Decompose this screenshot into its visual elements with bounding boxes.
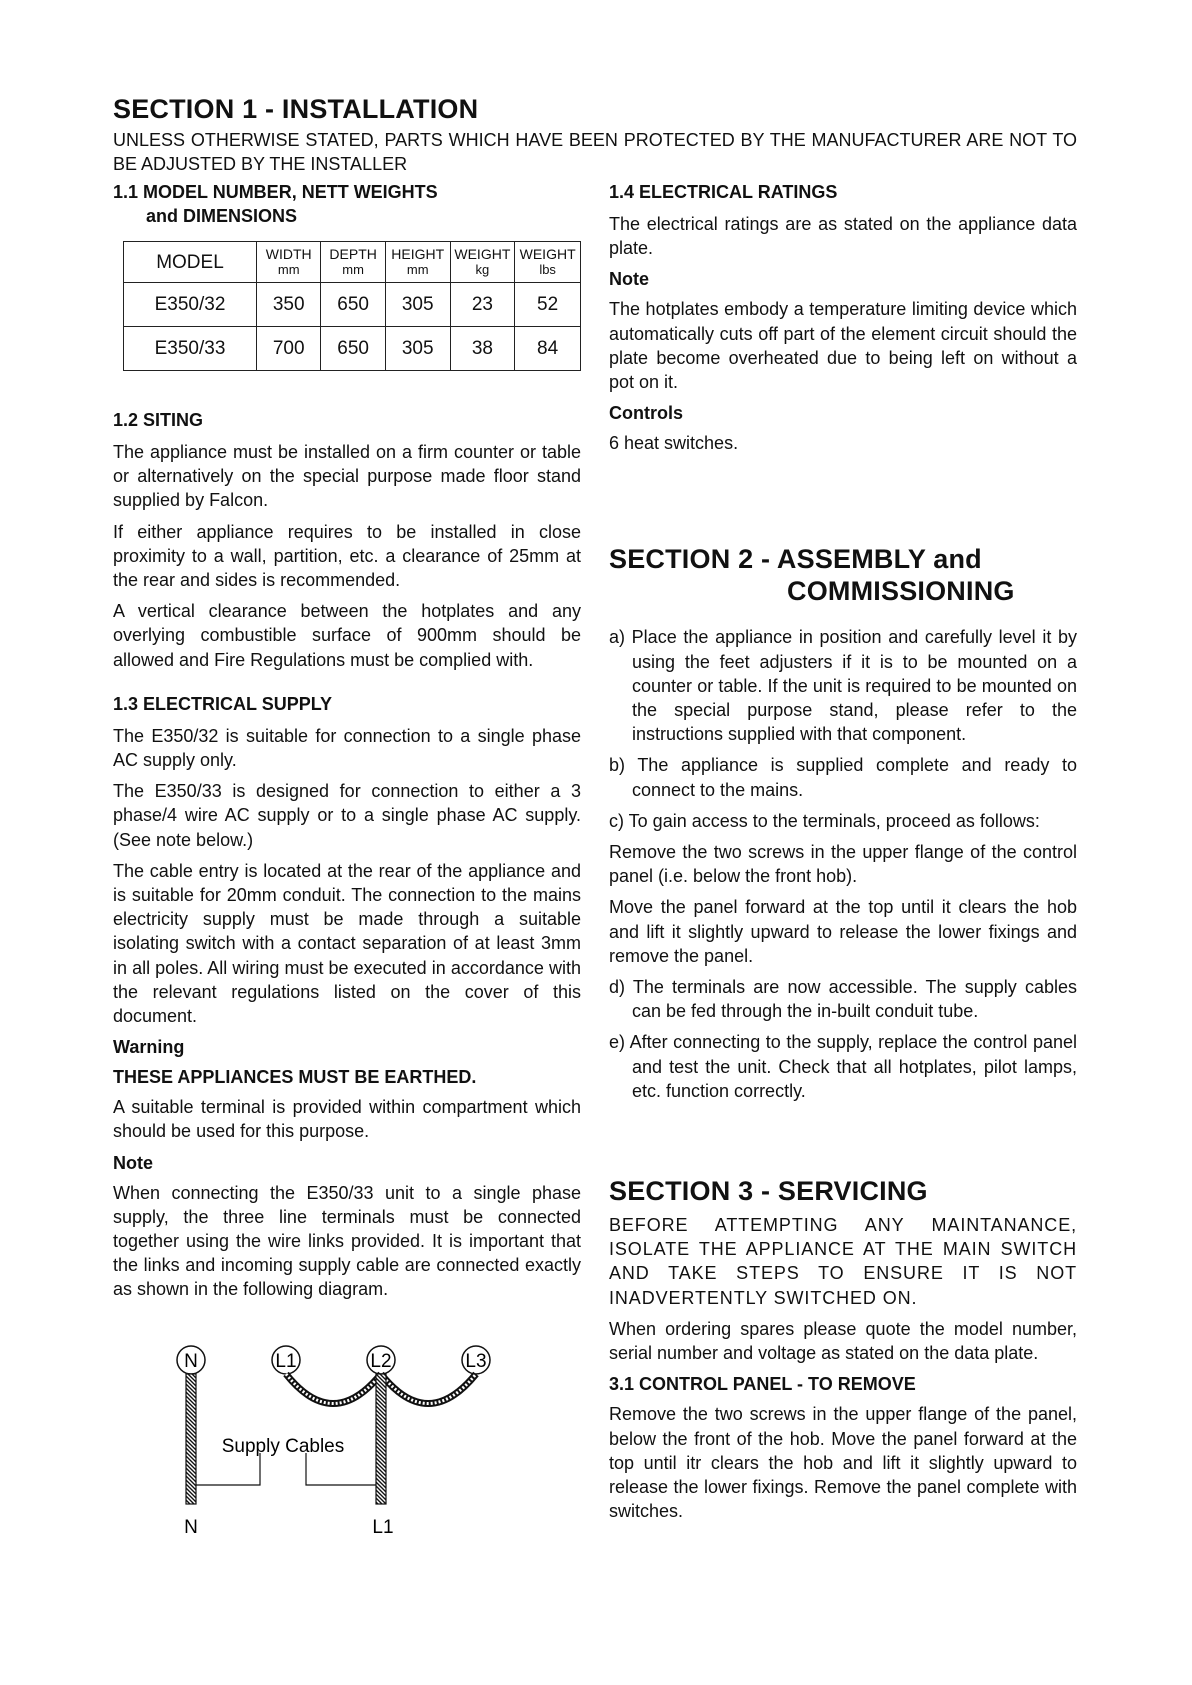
list-item: c) To gain access to the terminals, proceed as follows: [609, 810, 1040, 831]
s1-1-heading-line2: and DIMENSIONS [146, 206, 298, 226]
section3-block [609, 1175, 1077, 1523]
header-width: WIDTH mm [256, 242, 320, 283]
s1-3-paragraph: The E350/33 is designed for connection to either a 3 phase/4 wire AC supply or to a single phase AC supply. (See note below.) [113, 781, 581, 850]
right-column [609, 180, 1077, 1530]
cell-model: E350/33 [124, 327, 257, 371]
cell-depth: 650 [321, 327, 385, 371]
list-item: e) After connecting to the supply, replace the control panel and test the unit. Check that all hotplates, pilot lamps, etc. function correctly. [609, 1032, 1077, 1101]
svg-text:L1: L1 [275, 1351, 297, 1372]
list-item: d) The terminals are now accessible. The supply cables can be fed through the in-built conduit tube. [609, 977, 1077, 1022]
caption-bracket-left [196, 1453, 260, 1485]
section2-title [609, 543, 1077, 607]
bottom-label-l1: L1 [372, 1517, 394, 1538]
s1-1-block [113, 180, 581, 371]
list-item: a) Place the appliance in position and carefully level it by using the feet adjusters if it is to be mounted on a counter or table. If the unit is required to be mounted on the special purpose stand, please refer to the instructions supplied with that component. [609, 627, 1077, 745]
controls-text: 6 heat switches. [609, 433, 739, 454]
cell-depth: 650 [321, 283, 385, 327]
cell-height: 305 [385, 327, 450, 371]
bottom-label-n: N [184, 1517, 198, 1538]
terminal-l1 [272, 1346, 300, 1374]
list-item: b) The appliance is supplied complete and ready to connect to the mains. [609, 755, 1077, 800]
supply-cable-n [186, 1374, 196, 1504]
svg-text:N: N [184, 1351, 198, 1372]
svg-text:L2: L2 [370, 1351, 392, 1372]
cell-weight-lbs: 84 [515, 327, 581, 371]
warning-heading: Warning [113, 1037, 185, 1058]
cell-height: 305 [385, 283, 450, 327]
s3-1-text: Remove the two screws in the upper flange of the panel, below the front of the hob. Move the panel forward at the top until itr clears the hob and lift it slightly upward to release the lower fixings. Remove the panel complete with switches. [609, 1404, 1077, 1522]
header-weight-lbs: WEIGHT lbs [515, 242, 581, 283]
s3-1-heading: 3.1 CONTROL PANEL - TO REMOVE [609, 1374, 916, 1395]
section1-title: SECTION 1 - INSTALLATION [113, 94, 479, 124]
section2-block [609, 543, 1077, 1103]
warning-text: THESE APPLIANCES MUST BE EARTHED. [113, 1067, 477, 1088]
terminal-l2 [367, 1346, 395, 1374]
cell-weight-lbs: 52 [515, 283, 581, 327]
s1-2-heading: 1.2 SITING [113, 410, 204, 430]
section1-intro: UNLESS OTHERWISE STATED, PARTS WHICH HAVE BEEN PROTECTED BY THE MANUFACTURER ARE NOT TO BE ADJUSTED BY THE INSTALLER [113, 130, 1077, 174]
s1-2-paragraph: A vertical clearance between the hotplates and any overlying combustible surface of 900mm should be allowed and Fire Regulations must be complied with. [113, 601, 581, 670]
cell-weight-kg: 38 [450, 327, 515, 371]
supply-cables-label: Supply Cables [221, 1436, 345, 1457]
cell-weight-kg: 23 [450, 283, 515, 327]
note-text: When connecting the E350/33 unit to a single phase supply, the three line terminals must be connected together using the wire links provided. It is important that the links and incoming supply cable are connected exactly as shown in the following diagram. [113, 1182, 581, 1300]
s1-4-text: The electrical ratings are as stated on the appliance data plate. [609, 214, 1077, 259]
note-heading: Note [113, 1152, 153, 1173]
dimensions-table [123, 241, 581, 371]
section3-warning: BEFORE ATTEMPTING ANY MAINTANANCE, ISOLATE THE APPLIANCE AT THE MAIN SWITCH AND TAKE STEPS TO ENSURE IT IS NOT INADVERTENTLY SWITCHED ON. [609, 1215, 1077, 1308]
header-height: HEIGHT mm [385, 242, 450, 283]
terminal-n [177, 1346, 205, 1374]
left-column [113, 180, 581, 1309]
controls-heading: Controls [609, 403, 683, 424]
header-model: MODEL [124, 242, 257, 283]
s1-1-heading-line1: 1.1 MODEL NUMBER, NETT WEIGHTS [113, 182, 438, 202]
table-row [124, 327, 581, 371]
s1-4-heading: 1.4 ELECTRICAL RATINGS [609, 182, 838, 202]
cell-model: E350/32 [124, 283, 257, 327]
s1-4-note-heading: Note [609, 269, 649, 290]
s1-4-block [609, 180, 1077, 455]
section2-paragraph: Remove the two screws in the upper flange of the control panel (i.e. below the front hob). [609, 842, 1077, 887]
cell-width: 700 [256, 327, 320, 371]
header-depth: DEPTH mm [321, 242, 385, 283]
svg-text:L3: L3 [465, 1351, 487, 1372]
supply-cable-l1 [376, 1374, 386, 1504]
s1-2-block [113, 408, 581, 672]
caption-bracket-right [306, 1453, 376, 1485]
wiring-diagram [160, 1338, 520, 1543]
spares-text: When ordering spares please quote the model number, serial number and voltage as stated on the data plate. [609, 1318, 1077, 1364]
cell-width: 350 [256, 283, 320, 327]
s1-4-note-text: The hotplates embody a temperature limiting device which automatically cuts off part of the element circuit should the plate become overheated due to being left on without a pot on it. [609, 299, 1077, 393]
header-weight-kg: WEIGHT kg [450, 242, 515, 283]
section2-paragraph: Move the panel forward at the top until it clears the hob and lift it slightly upward to release the lower fixings and remove the panel. [609, 897, 1077, 966]
earth-terminal-text: A suitable terminal is provided within compartment which should be used for this purpose. [113, 1097, 581, 1142]
terminal-l3 [462, 1346, 490, 1374]
section2-title-line1: SECTION 2 - ASSEMBLY and [609, 544, 982, 575]
s1-3-block [113, 692, 581, 1302]
s1-1-heading [113, 180, 581, 228]
s1-2-paragraph: If either appliance requires to be installed in close proximity to a wall, partition, etc. a clearance of 25mm at the rear and sides is recommended. [113, 521, 581, 591]
s1-3-paragraph: The E350/32 is suitable for connection to a single phase AC supply only. [113, 725, 581, 771]
section1-header [113, 93, 1077, 176]
s1-3-paragraph: The cable entry is located at the rear of the appliance and is suitable for 20mm conduit. The connection to the mains electricity supply must be made through a suitable isolating switch with a contact separation of at least 3mm in all poles. All wiring must be executed in accordance with the relevant regulations listed on the cover of this document. [113, 860, 581, 1027]
table-row [124, 283, 581, 327]
section2-title-line2: COMMISSIONING [787, 576, 1015, 607]
table-header-row [124, 242, 581, 283]
s1-2-paragraph: The appliance must be installed on a firm counter or table or alternatively on the special purpose made floor stand supplied by Falcon. [113, 442, 581, 511]
s1-3-heading: 1.3 ELECTRICAL SUPPLY [113, 693, 333, 714]
section3-title: SECTION 3 - SERVICING [609, 1176, 928, 1207]
